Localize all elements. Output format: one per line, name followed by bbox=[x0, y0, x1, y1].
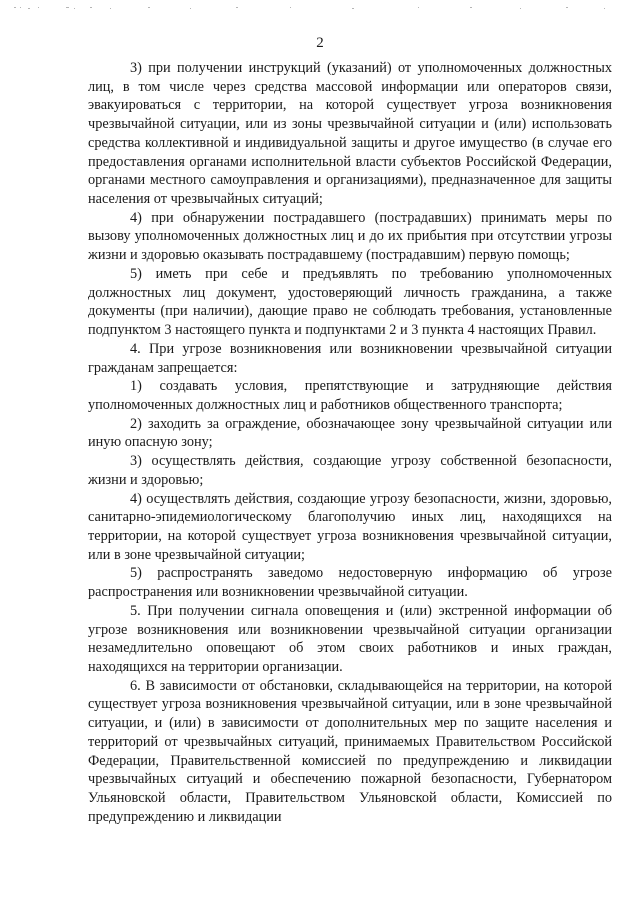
document-body bbox=[88, 59, 612, 826]
paragraph-prohibition-4: 4) осуществлять действия, создающие угрозу безопасности, жизни, здоровью, санитарно-эпидемиологическому благополучию иных лиц, находящихся на территории, на которой существует угроза возникновения чрезвычайной ситуации, или в зоне чрезвычайной ситуации; bbox=[88, 490, 612, 563]
paragraph-item-4: 4) при обнаружении пострадавшего (пострадавших) принимать меры по вызову уполномоченных должностных лиц и до их прибытия при отсутствии угрозы жизни и здоровью оказывать пострадавшему (пострадавшим) первую помощь; bbox=[88, 209, 612, 264]
page-number: 2 bbox=[316, 35, 324, 51]
paragraph-section-5: 5. При получении сигнала оповещения и (или) экстренной информации об угрозе возникновения или возникновении чрезвычайной ситуации организации незамедлительно оповещают об этом своих работников и иных граждан, находящихся на территории организации. bbox=[88, 602, 612, 675]
paragraph-item-5: 5) иметь при себе и предъявлять по требованию уполномоченных должностных лиц документ, удостоверяющий личность гражданина, а также документы (при наличии), дающие право не соблюдать требования, установленные подпунктом 3 настоящего пункта и подпунктами 2 и 3 пункта 4 настоящих Правил. bbox=[88, 265, 612, 339]
paragraph-prohibition-1: 1) создавать условия, препятствующие и затрудняющие действия уполномоченных должностных лиц и работников общественного транспорта; bbox=[88, 378, 612, 413]
scan-artifact-dots bbox=[0, 6, 640, 10]
paragraph-section-4: 4. При угрозе возникновения или возникновении чрезвычайной ситуации гражданам запрещается: bbox=[88, 340, 612, 376]
paragraph-prohibition-2: 2) заходить за ограждение, обозначающее зону чрезвычайной ситуации или иную опасную зону; bbox=[88, 415, 612, 451]
paragraph-section-6: 6. В зависимости от обстановки, складывающейся на территории, на которой существует угроза возникновения чрезвычайной ситуации, или в зоне чрезвычайной ситуации, и (или) в зависимости от дополнительных мер по защите населения и территорий от чрезвычайных ситуаций, принимаемых Правительством Российской Федерации, Правительственной комиссией по предупреждению и ликвидации чрезвычайных ситуаций и обеспечению пожарной безопасности, Губернатором Ульяновской области, Правительством Ульяновской области, Комиссией по предупреждению и ликвидации bbox=[88, 677, 612, 825]
paragraph-prohibition-5: 5) распространять заведомо недостоверную информацию об угрозе распространения или возникновении чрезвычайной ситуации. bbox=[88, 565, 612, 601]
paragraph-prohibition-3: 3) осуществлять действия, создающие угрозу собственной безопасности, жизни и здоровью; bbox=[88, 453, 612, 488]
paragraph-item-3: 3) при получении инструкций (указаний) от уполномоченных должностных лиц, в том числе через средства массовой информации или операторов связи, эвакуироваться с территории, на которой существует угроза возникновения чрезвычайной ситуации, или из зоны чрезвычайной ситуации и (или) использовать средства коллективной и индивидуальной защиты и другое имущество (в случае его предоставления органами исполнительной власти субъектов Российской Федерации, органами местного самоуправления и организациями), предназначенное для защиты населения от чрезвычайных ситуаций; bbox=[88, 60, 612, 208]
